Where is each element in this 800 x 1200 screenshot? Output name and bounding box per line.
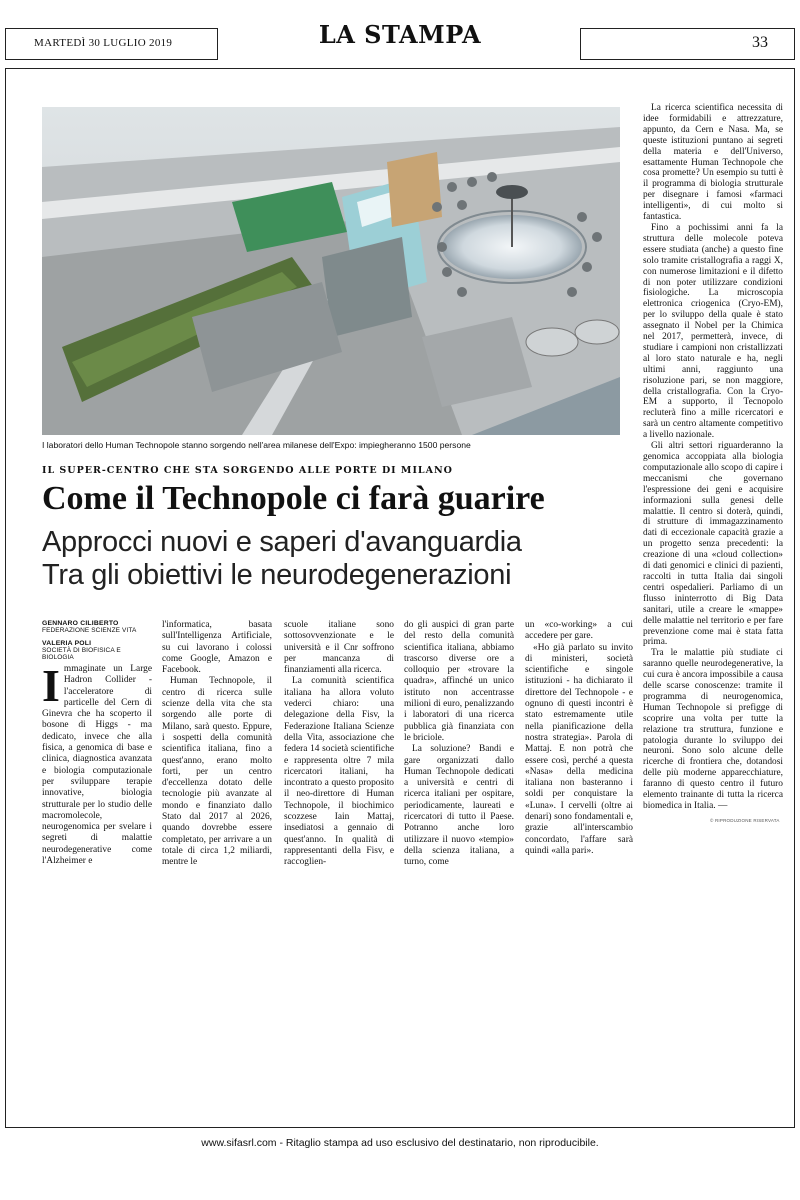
paragraph: La ricerca scientifica necessita di idee formidabili e attrezzature, appunto, da Cern e Nasa. Ma, se queste istituzioni puntano ai segreti della materia e dell'Universo, esattamente Human Technopole che cosa promette? Un esempio su tutti è il programma di biologia strutturale per disegnare i famosi «farmaci intelligenti», di cui molto si fantastica. bbox=[643, 103, 783, 223]
issue-date: MARTEDÌ 30 LUGLIO 2019 bbox=[34, 37, 173, 49]
body-column-2 bbox=[162, 620, 272, 869]
article-kicker: IL SUPER-CENTRO CHE STA SORGENDO ALLE PORTE DI MILANO bbox=[42, 465, 453, 476]
paragraph: do gli auspici di gran parte del resto della comunità scientifica italiana, abbiamo trascorso diverse ore a colloquio per «trovare la quadra», affinché un unico istituto non accentrasse milioni di euro, penalizzando i laboratori di una ricerca pubblica già finanziata con le briciole. bbox=[404, 620, 514, 743]
body-column-right bbox=[643, 103, 783, 812]
paragraph: La comunità scientifica italiana ha allora voluto vederci chiaro: una delegazione della Fisv, la Federazione Italiana Scienze della Vita, associazione che federa 14 società scientifiche e rappresenta oltre 7 mila ricercatori italiani, ha incontrato a questo proposito il neo-direttore di Human Technopole, il biochimico scozzese Iain Mattaj, insediatosi a gennaio di quest'anno. In qualità di rappresentanti della Fisv, e raccoglien- bbox=[284, 676, 394, 868]
author-2 bbox=[42, 640, 152, 661]
author-affiliation: SOCIETÀ DI BIOFISICA E BIOLOGIA bbox=[42, 647, 121, 661]
paragraph: Gli altri settori riguarderanno la genomica accoppiata alla biologia computazionale allo scopo di capire i meccanismi che governano l'espressione dei geni e acquisire informazioni sulla genesi delle malattie. Il centro si doterà, quindi, di strutture di immagazzinamento dati di eccezionale capacità grazie a un progetto senza precedenti: la creazione di una «cloud collection» di dati genomici e clinici di pazienti, raccolti in tutta Italia dai singoli centri ospedalieri. Parliamo di un flusso ininterrotto di Big Data sanitari, utile a creare le «mappe» delle malattie nel territorio e per fare prevenzione come mai è stata fatta prima. bbox=[643, 441, 783, 648]
author-1 bbox=[42, 620, 152, 634]
footer-notice: www.sifasrl.com - Ritaglio stampa ad uso esclusivo del destinatario, non riproducibile. bbox=[201, 1137, 599, 1149]
paragraph: «Ho già parlato su invito di ministeri, società scientifiche e singole istituzioni - ha dichiarato il direttore del Technopole - e ognuno di questi incontri è stato estremamente utile nella pianificazione della nostra strategia». Parola di Mattaj. E non potrà che essere così, perché a questa «Nasa» della medicina italiana non basteranno i soldi per conquistare la «Luna». I cervelli (oltre ai denari) sono fondamentali e, grazie all'interscambio concordato, l'affare sarà quindi «alla pari». bbox=[525, 642, 633, 856]
subtitle-line-1: Approcci nuovi e saperi d'avanguardia bbox=[42, 526, 522, 558]
paragraph: Human Technopole, il centro di ricerca sulle scienze della vita che sta sorgendo alle porte di Milano, sarà questo. Eppure, i sospetti della comunità scientifica italiana, fino a quest'anno, erano molto forti, per un centro d'eccellenza dotato delle tecnologie più avanzate al mondo e finanziato dallo Stato dal 2017 al 2026, quando dovrebbe essere completato, per arrivare a un totale di circa 1,2 miliardi, mentre le bbox=[162, 676, 272, 868]
copyright-notice: © RIPRODUZIONE RISERVATA bbox=[710, 818, 780, 823]
author-name: GENNARO CILIBERTO bbox=[42, 620, 119, 627]
paragraph: Fino a pochissimi anni fa la struttura delle molecole poteva essere studiata (anche) a questo fine solo tramite cristallografia a raggi X, con numerose limitazioni e il difetto di non poter utilizzare condizioni fisiologiche. La microscopia elettronica criogenica (Cryo-EM), per lo sviluppo della quale è stato assegnato il Nobel per la Chimica nel 2017, permetterà, invece, di studiare i campioni non cristallizzati al loro stato naturale e ha, negli ultimi anni, raggiunto una risoluzione pari, se non maggiore, della cristallografia. Con la Cryo-EM a supporto, il Tecnopolo recluterà fino a mille ricercatori e sarà un centro altamente competitivo a livello nazionale. bbox=[643, 222, 783, 441]
photo-caption: I laboratori dello Human Technopole stanno sorgendo nell'area milanese dell'Expo: impiegheranno 1500 persone bbox=[42, 440, 471, 450]
paragraph-text: mmaginate un Large Hadron Collider - l'acceleratore di particelle del Cern di Ginevra che ha scoperto il bosone di Higgs - ma dedicato, invece che alla fisica, a genomica di base e clinica, diagnostica avanzata e biologia computazionale per sviluppare terapie innovative, biologia strutturale per lo studio delle macromolecole, neurogenomica per svelare i segreti di malattie neurodegenerative come l'Alzheimer e bbox=[42, 664, 152, 867]
header-date-box bbox=[5, 28, 218, 60]
header-page-box bbox=[580, 28, 795, 60]
paragraph: La soluzione? Bandi e gare organizzati dallo Human Technopole dedicati a università e centri di ricerca italiani per ospitare, periodicamente, laureati e ricercatori di tutto il Paese. Potranno anche loro utilizzare il nuovo «tempio» della scienza italiana, a turno, come bbox=[404, 744, 514, 868]
article-photo bbox=[42, 107, 620, 435]
drop-cap: I bbox=[42, 660, 60, 711]
article-subtitle bbox=[42, 526, 622, 592]
paragraph bbox=[42, 660, 152, 867]
author-affiliation: FEDERAZIONE SCIENZE VITA bbox=[42, 627, 137, 634]
subtitle-line-2: Tra gli obiettivi le neurodegenerazioni bbox=[42, 559, 512, 591]
author-name: VALERIA POLI bbox=[42, 640, 92, 647]
paragraph: l'informatica, basata sull'Intelligenza Artificiale, su cui lavorano i colossi come Google, Amazon e Facebook. bbox=[162, 620, 272, 676]
masthead: LA STAMPA bbox=[318, 20, 482, 49]
body-column-3 bbox=[284, 620, 394, 869]
body-column-5 bbox=[525, 620, 633, 857]
body-column-1 bbox=[42, 660, 152, 867]
page-number: 33 bbox=[752, 34, 768, 51]
paragraph: un «co-working» a cui accedere per gare. bbox=[525, 620, 633, 642]
paragraph: Tra le malattie più studiate ci saranno quelle neurodegenerative, la cui cura è ancora impossibile a causa delle scarse conoscenze: tramite il programma di neurogenomica, Human Technopole si prefigge di scoprire una volta per tutte la relazione tra struttura, funzione e patologia durante lo sviluppo dei neuroni. Sono solo alcune delle ricerche di frontiera che, dotandosi delle più moderne apparecchiature, faranno di questo centro il futuro elemento trainante di tutta la ricerca biomedica in Italia. — bbox=[643, 648, 783, 811]
article-title: Come il Technopole ci farà guarire bbox=[42, 480, 545, 517]
body-column-4 bbox=[404, 620, 514, 869]
paragraph: scuole italiane sono sottosovvenzionate e le università e il Cnr soffrono per mancanza di finanziamenti alla ricerca. bbox=[284, 620, 394, 676]
